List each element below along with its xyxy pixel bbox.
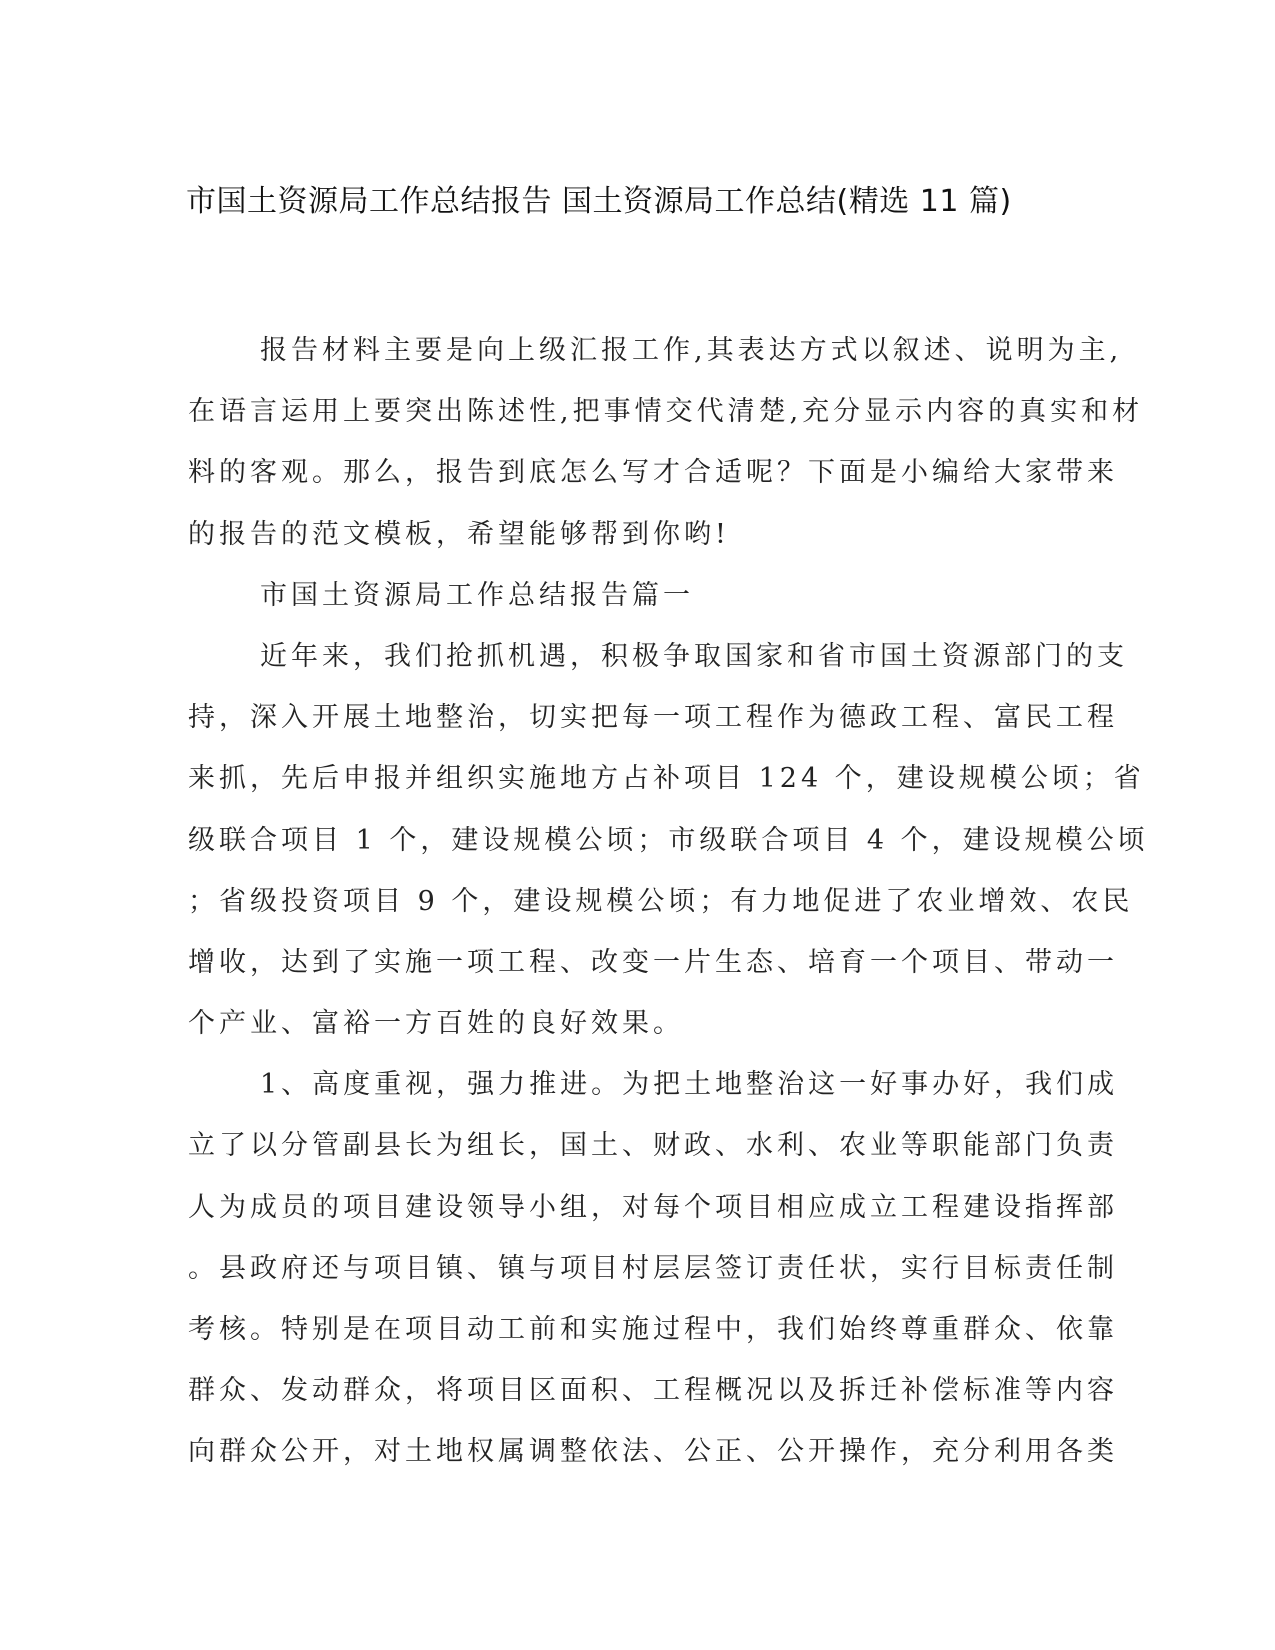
- paragraph-line: 在语言运用上要突出陈述性,把事情交代清楚,充分显示内容的真实和材: [188, 396, 1144, 428]
- paragraph-line: 近年来，我们抢抓机遇，积极争取国家和省市国土资源部门的支: [260, 640, 1128, 672]
- paragraph-line: 级联合项目 1 个，建设规模公顷；市级联合项目 4 个，建设规模公顷: [188, 824, 1149, 856]
- paragraph-line: 持，深入开展土地整治，切实把每一项工程作为德政工程、富民工程: [188, 702, 1118, 734]
- paragraph-line: 料的客观。那么，报告到底怎么写才合适呢？下面是小编给大家带来: [188, 457, 1118, 489]
- section-heading: 市国土资源局工作总结报告篇一: [260, 579, 694, 611]
- paragraph-line: 来抓，先后申报并组织实施地方占补项目 124 个，建设规模公顷；省: [188, 763, 1145, 795]
- paragraph-line: 向群众公开，对土地权属调整依法、公正、公开操作，充分利用各类: [188, 1436, 1118, 1468]
- paragraph-line: 人为成员的项目建设领导小组，对每个项目相应成立工程建设指挥部: [188, 1191, 1118, 1223]
- paragraph-line: 。县政府还与项目镇、镇与项目村层层签订责任状，实行目标责任制: [188, 1252, 1118, 1284]
- paragraph-line: ；省级投资项目 9 个，建设规模公顷；有力地促进了农业增效、农民: [188, 885, 1134, 917]
- document-body: [188, 320, 1149, 1483]
- paragraph-line: 考核。特别是在项目动工前和实施过程中，我们始终尊重群众、依靠: [188, 1314, 1118, 1345]
- paragraph-line: 的报告的范文模板，希望能够帮到你哟!: [188, 518, 730, 550]
- paragraph-line: 个产业、富裕一方百姓的良好效果。: [188, 1008, 684, 1040]
- paragraph-line: 群众、发动群众，将项目区面积、工程概况以及拆迁补偿标准等内容: [188, 1375, 1118, 1407]
- paragraph-line: 立了以分管副县长为组长，国土、财政、水利、农业等职能部门负责: [188, 1130, 1118, 1162]
- paragraph-line: 增收，达到了实施一项工程、改变一片生态、培育一个项目、带动一: [188, 946, 1118, 978]
- paragraph-line: 1、高度重视，强力推进。为把土地整治这一好事办好，我们成: [260, 1069, 1119, 1101]
- document-title: 市国土资源局工作总结报告 国土资源局工作总结(精选 11 篇): [186, 184, 1012, 219]
- paragraph-line: 报告材料主要是向上级汇报工作,其表达方式以叙述、说明为主,: [260, 335, 1123, 366]
